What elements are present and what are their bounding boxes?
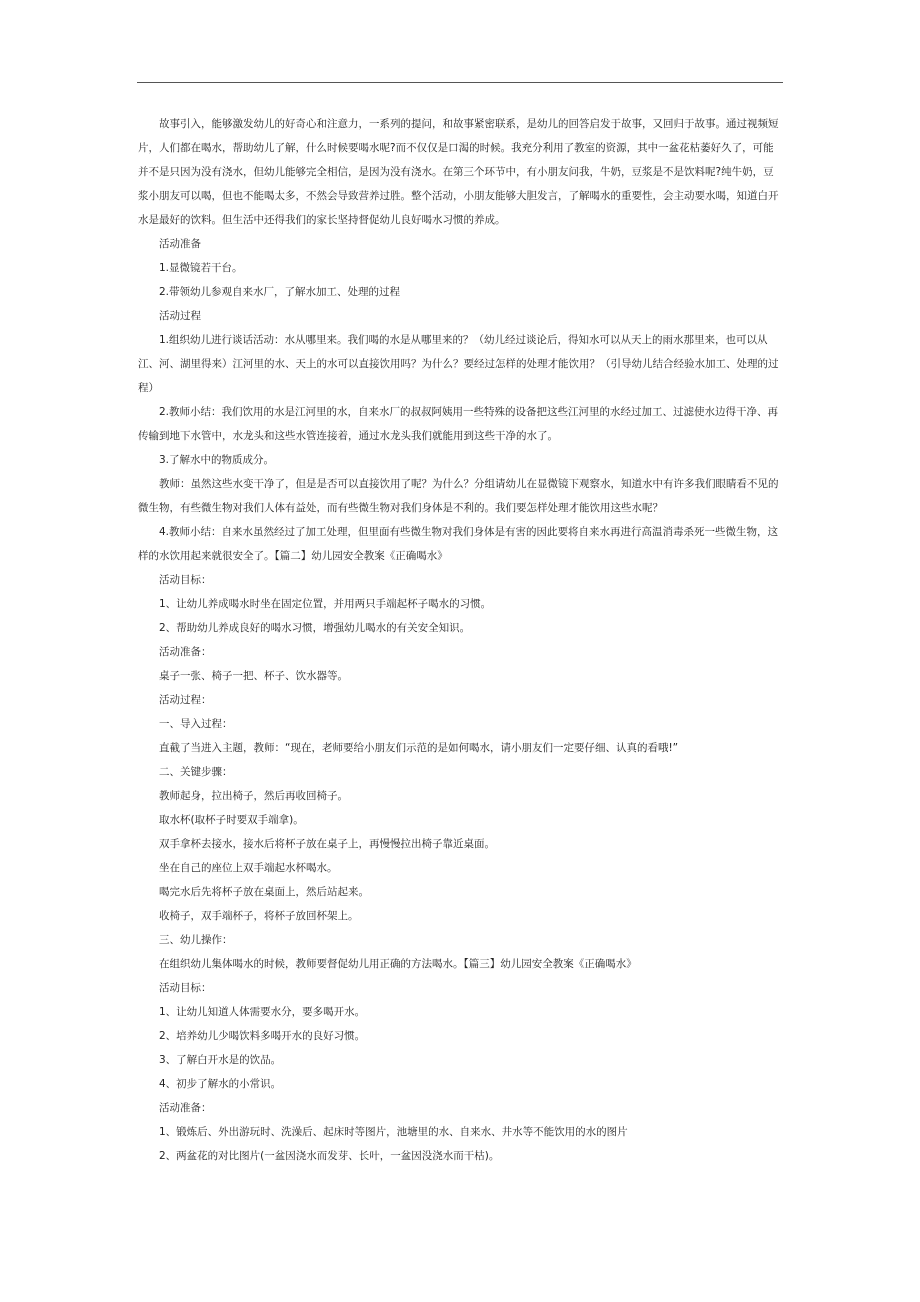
body-paragraph: 教师：虽然这些水变干净了，但是是否可以直接饮用了呢？为什么？分组请幼儿在显微镜下观察水，知道水中有许多我们眼睛看不见的微生物，有些微生物对我们人体有益处，而有些微生物对我们身体是不利的。我们要怎样处理才能饮用这些水呢？ [138, 478, 779, 514]
list-item: 1.显微镜若干台。 [159, 262, 243, 274]
body-paragraph: 桌子一张、椅子一把、杯子、饮水器等。 [159, 670, 348, 682]
step-item: 喝完水后先将杯子放在桌面上，然后站起来。 [159, 886, 369, 898]
document-body [138, 112, 784, 1168]
sub-heading: 三、幼儿操作： [159, 934, 233, 946]
list-item: 1.组织幼儿进行谈话活动：水从哪里来。我们喝的水是从哪里来的？（幼儿经过谈论后，得知水可以从天上的雨水那里来，也可以从江、河、湖里得来）江河里的水、天上的水可以直接饮用吗？为什么？要经过怎样的处理才能饮用？（引导幼儿结合经验水加工、处理的过程） [138, 334, 779, 394]
section-heading: 活动准备 [159, 238, 201, 250]
list-item: 2、帮助幼儿养成良好的喝水习惯，增强幼儿喝水的有关安全知识。 [159, 622, 471, 634]
sub-heading: 二、关键步骤： [159, 766, 233, 778]
step-item: 教师起身，拉出椅子，然后再收回椅子。 [159, 790, 348, 802]
step-item: 取水杯(取杯子时要双手端拿)。 [159, 814, 304, 826]
list-item: 2.教师小结：我们饮用的水是江河里的水，自来水厂的叔叔阿姨用一些特殊的设备把这些江河里的水经过加工、过滤使水边得干净、再传输到地下水管中，水龙头和这些水管连接着，通过水龙头我们就能用到这些干净的水了。 [138, 406, 779, 442]
list-item: 4、初步了解水的小常识。 [159, 1078, 282, 1090]
header-rule [137, 82, 783, 83]
list-item: 2.带领幼儿参观自来水厂，了解水加工、处理的过程 [159, 286, 401, 298]
list-item: 3.了解水中的物质成分。 [159, 454, 275, 466]
section-heading: 活动目标： [159, 574, 212, 586]
list-item: 2、两盆花的对比图片(一盆因浇水而发芽、长叶，一盆因没浇水而干枯)。 [159, 1150, 500, 1162]
list-item: 3、了解白开水是的饮品。 [159, 1054, 282, 1066]
section-heading: 活动目标： [159, 982, 212, 994]
step-item: 坐在自己的座位上双手端起水杯喝水。 [159, 862, 338, 874]
body-paragraph: 在组织幼儿集体喝水的时候，教师要督促幼儿用正确的方法喝水。【篇三】幼儿园安全教案《正确喝水》 [159, 958, 637, 970]
sub-heading: 一、导入过程： [159, 718, 233, 730]
body-paragraph: 直截了当进入主题，教师：“现在，老师要给小朋友们示范的是如何喝水，请小朋友们一定要仔细、认真的看哦!” [159, 742, 679, 754]
list-item: 1、让幼儿养成喝水时坐在固定位置，并用两只手端起杯子喝水的习惯。 [159, 598, 492, 610]
list-item: 1、锻炼后、外出游玩时、洗澡后、起床时等图片，池塘里的水、自来水、井水等不能饮用的水的图片 [159, 1126, 628, 1138]
list-item: 2、培养幼儿少喝饮料多喝开水的良好习惯。 [159, 1030, 366, 1042]
list-item: 4.教师小结：自来水虽然经过了加工处理，但里面有些微生物对我们身体是有害的因此要将自来水再进行高温消毒杀死一些微生物，这样的水饮用起来就很安全了。【篇二】幼儿园安全教案《正确喝水》 [138, 526, 779, 562]
intro-paragraph: 故事引入，能够激发幼儿的好奇心和注意力，一系列的提问，和故事紧密联系，是幼儿的回答启发于故事，又回归于故事。通过视频短片，人们都在喝水，帮助幼儿了解，什么时候要喝水呢?而不仅仅是口渴的时候。我充分利用了教室的资源，其中一盆花枯萎好久了，可能并不是只因为没有浇水，但幼儿能够完全相信，是因为没有浇水。在第三个环节中，有小朋友问我，牛奶，豆浆是不是饮料呢?纯牛奶，豆浆小朋友可以喝，但也不能喝太多，不然会导致营养过胜。整个活动，小朋友能够大胆发言，了解喝水的重要性，会主动要水喝，知道白开水是最好的饮料。但生活中还得我们的家长坚持督促幼儿良好喝水习惯的养成。 [138, 118, 779, 226]
step-item: 双手拿杯去接水，接水后将杯子放在桌子上，再慢慢拉出椅子靠近桌面。 [159, 838, 495, 850]
step-item: 收椅子，双手端杯子，将杯子放回杯架上。 [159, 910, 359, 922]
section-heading: 活动过程 [159, 310, 201, 322]
section-heading: 活动过程： [159, 694, 212, 706]
list-item: 1、让幼儿知道人体需要水分，要多喝开水。 [159, 1006, 366, 1018]
section-heading: 活动准备： [159, 1102, 212, 1114]
section-heading: 活动准备： [159, 646, 212, 658]
